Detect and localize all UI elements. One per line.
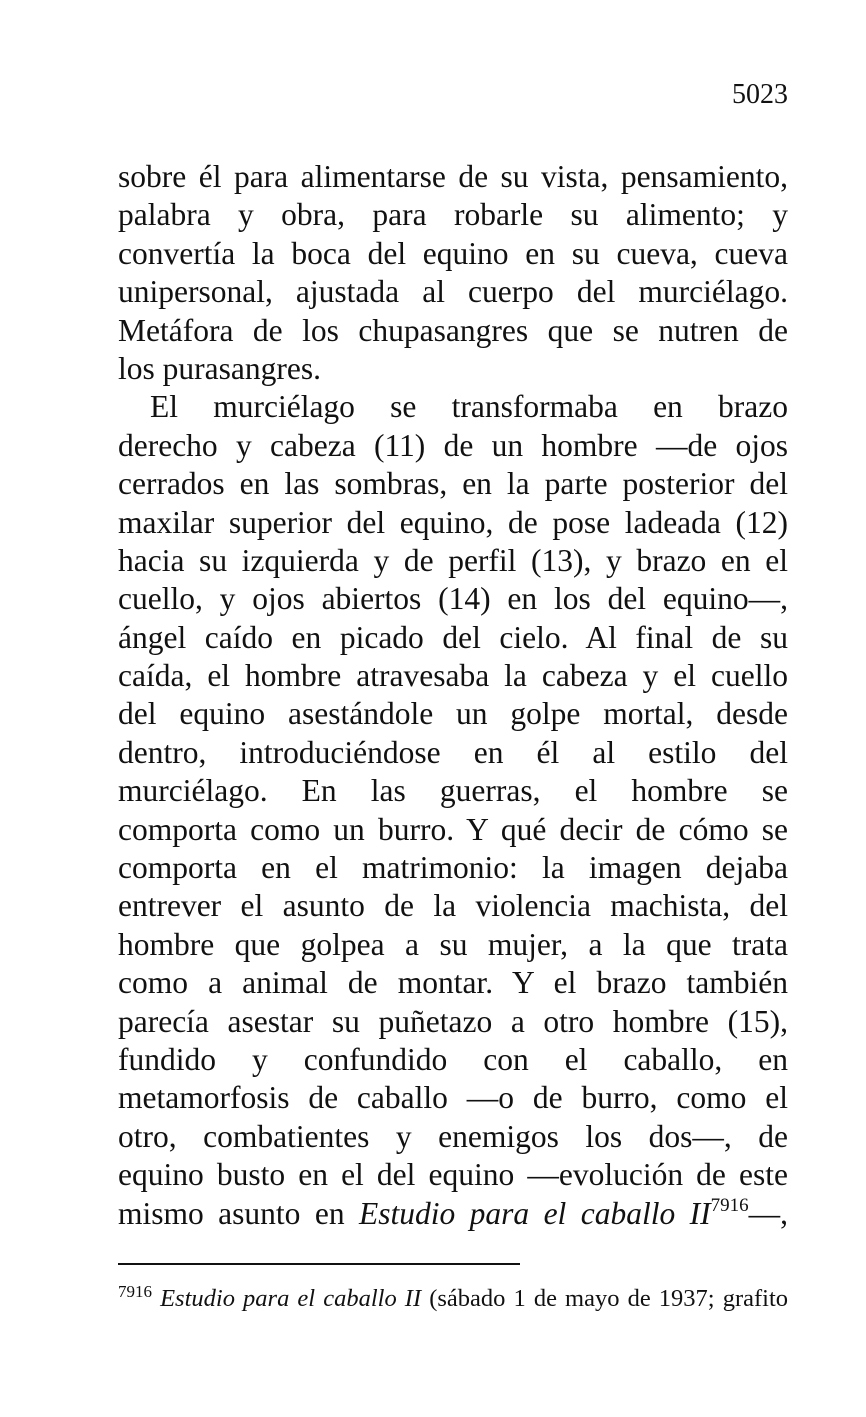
text-line: comporta como un burro. Y qué decir de cómo se bbox=[118, 811, 788, 847]
text-line: entrever el asunto de la violencia machista, del bbox=[118, 888, 788, 924]
body-text bbox=[118, 158, 788, 1233]
artwork-title: Estudio para el caballo II bbox=[358, 1195, 711, 1231]
text-line-last bbox=[118, 1195, 788, 1233]
page-number: 5023 bbox=[732, 79, 788, 110]
text-line: convertía la boca del equino en su cueva, cueva bbox=[118, 235, 788, 271]
text-segment: —, bbox=[748, 1195, 788, 1231]
text-line: sobre él para alimentarse de su vista, pensamiento, bbox=[118, 159, 788, 194]
text-line: derecho y cabeza (11) de un hombre —de ojos bbox=[118, 427, 788, 463]
text-line: murciélago. En las guerras, el hombre se bbox=[118, 773, 788, 809]
footnote-number: 7916 bbox=[118, 1282, 152, 1301]
text-segment: mismo asunto en bbox=[118, 1195, 359, 1231]
footnote-reference[interactable]: 7916 bbox=[710, 1194, 749, 1216]
text-line: cerrados en las sombras, en la parte posterior del bbox=[118, 466, 788, 502]
text-line: como a animal de montar. Y el brazo también bbox=[118, 965, 788, 1001]
text-line: Metáfora de los chupasangres que se nutren de bbox=[118, 312, 788, 348]
text-line: El murciélago se transformaba en brazo bbox=[150, 389, 788, 425]
text-line: ángel caído en picado del cielo. Al final de su bbox=[118, 619, 788, 655]
text-line: otro, combatientes y enemigos los dos—, de bbox=[118, 1118, 788, 1154]
footnote-text: (sábado 1 de mayo de 1937; grafito bbox=[421, 1285, 788, 1312]
text-line: parecía asestar su puñetazo a otro hombre (15), bbox=[118, 1003, 788, 1039]
text-line: caída, el hombre atravesaba la cabeza y el cuello bbox=[118, 658, 788, 694]
text-line: hombre que golpea a su mujer, a la que trata bbox=[118, 926, 788, 962]
footnote-divider bbox=[118, 1263, 520, 1265]
text-line: maxilar superior del equino, de pose ladeada (12) bbox=[118, 504, 788, 540]
text-line: metamorfosis de caballo —o de burro, como el bbox=[118, 1080, 788, 1116]
text-line: cuello, y ojos abiertos (14) en los del equino—, bbox=[118, 581, 788, 617]
text-line: dentro, introduciéndose en él al estilo del bbox=[118, 734, 788, 770]
footnote bbox=[118, 1284, 788, 1314]
text-line: palabra y obra, para robarle su alimento; y bbox=[118, 197, 788, 233]
text-line: del equino asestándole un golpe mortal, desde bbox=[118, 696, 788, 732]
text-line: los purasangres. bbox=[118, 350, 321, 386]
text-line: comporta en el matrimonio: la imagen dejaba bbox=[118, 850, 788, 886]
footnote-artwork-title: Estudio para el caballo II bbox=[160, 1285, 422, 1312]
text-line: hacia su izquierda y de perfil (13), y brazo en el bbox=[118, 542, 788, 578]
text-line: unipersonal, ajustada al cuerpo del murciélago. bbox=[118, 274, 788, 310]
text-line: fundido y confundido con el caballo, en bbox=[118, 1041, 788, 1077]
text-line: equino busto en el del equino —evolución de este bbox=[118, 1157, 788, 1193]
